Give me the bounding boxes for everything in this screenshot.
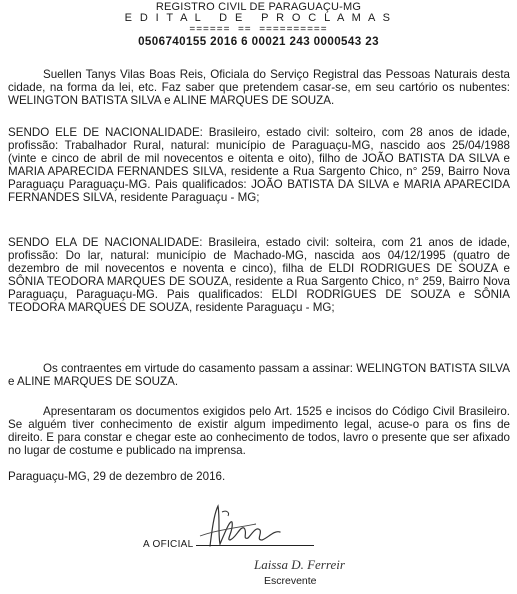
registration-number: 0506740155 2016 6 00021 243 0000543 23 xyxy=(138,35,379,48)
handwritten-signature xyxy=(196,500,286,550)
title-underline: ====== == ========== xyxy=(189,24,328,35)
edital-title: E D I T A L D E P R O C L A M A S xyxy=(124,12,393,24)
document-header xyxy=(0,2,517,47)
bride-paragraph: SENDO ELA DE NACIONALIDADE: Brasileira, estado civil: solteira, com 21 anos de idade, profissão: Do lar, natural: município de Machado-MG, nascida aos 04/12/1995 (quatro de dezembro de mil novecentos e noventa e cinco), filha de ELDI RODRIGUES DE SOUZA e SÔNIA TEODORA MARQUES DE SOUZA, residente a Rua Sargento Chico, n° 259, Bairro Nova Paraguaçu, Paraguaçu-MG. Pais qualificados: ELDI RODRIGUES DE SOUZA e SÔNIA TEODORA MARQUES DE SOUZA, residente Paraguaçu - MG; xyxy=(8,236,510,314)
registry-title: REGISTRO CIVIL DE PARAGUAÇU-MG xyxy=(155,1,362,13)
documents-paragraph: Apresentaram os documentos exigidos pelo Art. 1525 e incisos do Código Civil Brasileiro. Se alguém tiver conhecimento de existir algum impedimento legal, acuse-o para os fins de direito. E para constar e chegar este ao conhecimento de todos, lavro o presente que ser afixado no lugar de costume e publicado na imprensa. xyxy=(8,405,510,457)
signer-role: Escrevente xyxy=(264,575,317,587)
signer-name: Laissa D. Ferreir xyxy=(254,557,345,572)
signature-block xyxy=(0,500,517,594)
oficial-label: A OFICIAL xyxy=(143,539,194,550)
signature-line xyxy=(196,545,314,546)
date-line: Paraguaçu-MG, 29 de dezembro de 2016. xyxy=(8,470,226,483)
signing-paragraph: Os contraentes em virtude do casamento passam a assinar: WELINGTON BATISTA SILVA e ALINE MARQUES DE SOUZA. xyxy=(8,362,510,388)
groom-paragraph: SENDO ELE DE NACIONALIDADE: Brasileiro, estado civil: solteiro, com 28 anos de idade, profissão: Trabalhador Rural, natural: município de Paraguaçu-MG, nascido aos 25/04/1988 (vinte e cinco de abril de mil novecentos e oitenta e oito), filho de JOÃO BATISTA DA SILVA e MARIA APARECIDA FERNANDES SILVA, residente a Rua Sargento Chico, n° 259, Bairro Nova Paraguaçu Paraguaçu-MG. Pais qualificados: JOÃO BATISTA DA SILVA e MARIA APARECIDA FERNANDES SILVA, residente Paraguaçu - MG; xyxy=(8,126,510,204)
intro-paragraph: Suellen Tanys Vilas Boas Reis, Oficiala do Serviço Registral das Pessoas Naturais desta cidade, na forma da lei, etc. Faz saber que pretendem casar-se, em seu cartório os nubentes: WELINGTON BATISTA SILVA e ALINE MARQUES DE SOUZA. xyxy=(8,68,510,107)
